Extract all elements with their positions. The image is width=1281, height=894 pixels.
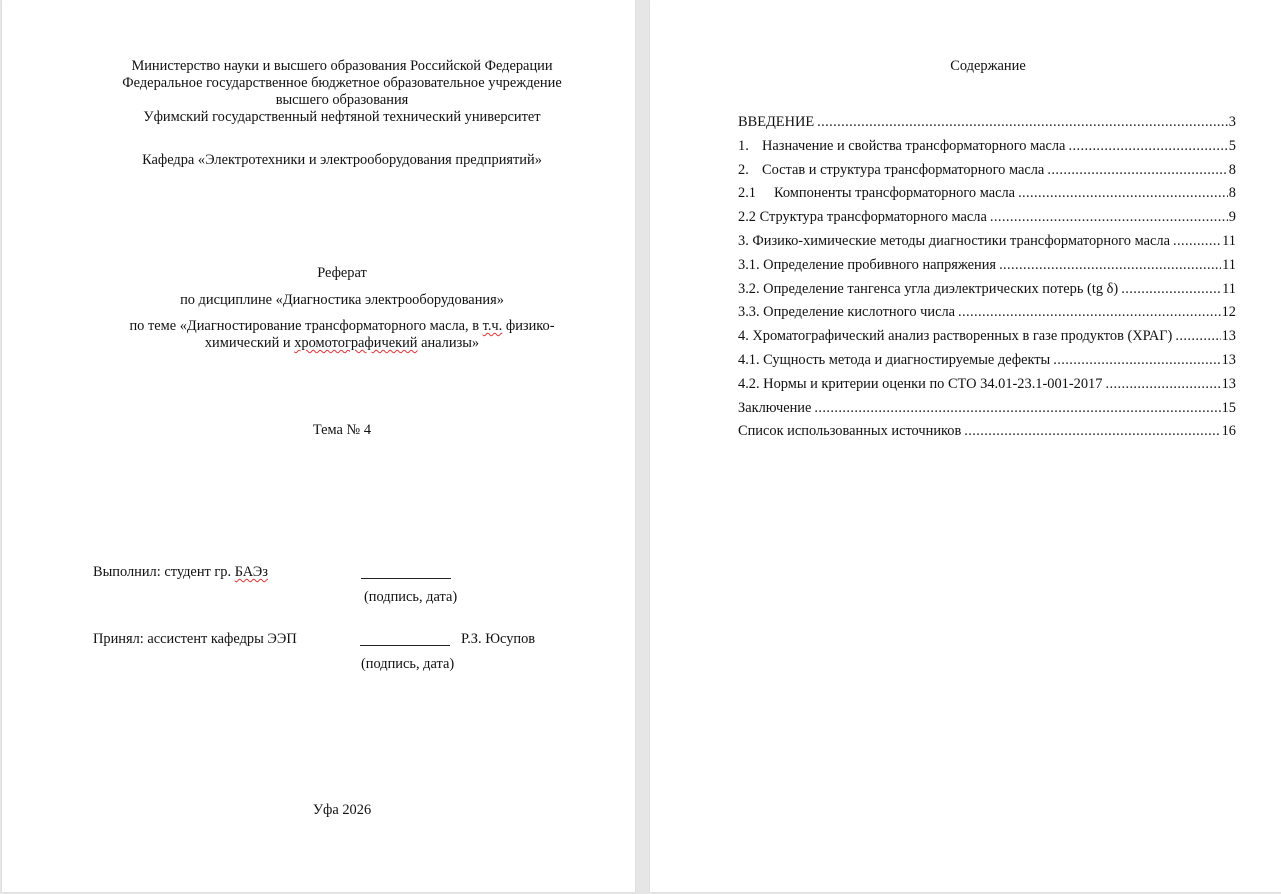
toc-entry[interactable] <box>738 135 1236 159</box>
toc-entry-page: 12 <box>1221 304 1236 321</box>
title-page <box>2 0 635 892</box>
toc-leader-dots <box>1105 373 1220 397</box>
toc-leader-dots <box>1121 278 1221 302</box>
toc-entry[interactable] <box>738 397 1236 421</box>
toc-entry-page: 8 <box>1228 185 1236 202</box>
toc-leader-dots <box>990 206 1228 230</box>
toc-leader-dots <box>817 111 1228 135</box>
topic-text: химический и <box>204 335 295 351</box>
department-name: Кафедра «Электротехники и электрооборудования предприятий» <box>142 152 542 168</box>
toc-entry-number: 2. <box>738 161 749 178</box>
toc-entry[interactable] <box>738 111 1236 135</box>
toc-entry[interactable] <box>738 349 1236 373</box>
toc-entry-label: 4.1. Сущность метода и диагностируемые дефекты <box>738 351 1051 368</box>
toc-entry[interactable] <box>738 420 1236 444</box>
toc-entry-page: 11 <box>1222 256 1236 273</box>
toc-entry[interactable] <box>738 159 1236 183</box>
toc-entry-page: 11 <box>1222 232 1236 249</box>
toc-entry-page: 13 <box>1221 351 1236 368</box>
toc-entry[interactable] <box>738 325 1236 349</box>
contents-heading: Содержание <box>950 58 1026 74</box>
performed-by-label <box>93 564 268 581</box>
toc-entry-label: 4.2. Нормы и критерии оценки по СТО 34.01-23.1-001-2017 <box>738 375 1103 392</box>
header-line: Уфимский государственный нефтяной технический университет <box>143 109 541 125</box>
signature-line-assistant <box>360 631 450 651</box>
toc-entry-label: 3.3. Определение кислотного числа <box>738 304 956 321</box>
toc-entry-page: 13 <box>1221 328 1236 345</box>
toc-entry-label: Состав и структура трансформаторного масла <box>762 161 1045 178</box>
header-line: высшего образования <box>275 92 409 108</box>
toc-entry-label: 3.1. Определение пробивного напряжения <box>738 256 997 273</box>
toc-entry[interactable] <box>738 301 1236 325</box>
toc-entry[interactable] <box>738 182 1236 206</box>
signature-caption: (подпись, дата) <box>361 656 455 672</box>
toc-entry-page: 15 <box>1221 399 1236 416</box>
header-line: Федеральное государственное бюджетное образовательное учреждение <box>122 75 562 91</box>
toc-entry-label: Список использованных источников <box>738 423 962 440</box>
performed-by-text: Выполнил: студент гр. <box>93 564 235 580</box>
institution-header <box>2 58 682 126</box>
toc-leader-dots <box>1068 135 1227 159</box>
accepted-by-name: Р.З. Юсупов <box>461 631 536 647</box>
toc-entry-label: 4. Хроматографический анализ растворенных в газе продуктов (ХРАГ) <box>738 328 1173 345</box>
toc-entry[interactable] <box>738 230 1236 254</box>
topic-line-2 <box>2 335 682 352</box>
toc-entry-label: Компоненты трансформаторного масла <box>774 185 1016 202</box>
toc-leader-dots <box>964 420 1220 444</box>
header-line: Министерство науки и высшего образования Российской Федерации <box>131 58 553 74</box>
toc-leader-dots <box>814 397 1220 421</box>
topic-text: физико- <box>502 318 555 334</box>
toc-leader-dots <box>1047 159 1227 183</box>
theme-number: Тема № 4 <box>312 422 372 438</box>
toc-entry-page: 16 <box>1221 423 1236 440</box>
contents-page <box>650 0 1281 892</box>
topic-text: анализы» <box>417 335 480 351</box>
table-of-contents <box>738 111 1236 444</box>
toc-leader-dots <box>1175 325 1220 349</box>
toc-entry-label: ВВЕДЕНИЕ <box>738 114 815 130</box>
signature-caption: (подпись, дата) <box>364 589 458 605</box>
city-year: Уфа 2026 <box>312 802 372 818</box>
toc-entry-number: 2.1 <box>738 185 756 202</box>
accepted-by-label: Принял: ассистент кафедры ЭЭП <box>93 631 297 647</box>
toc-entry-page: 13 <box>1221 375 1236 392</box>
discipline-line: по дисциплине «Диагностика электрооборудования» <box>180 292 504 308</box>
signature-line-student <box>361 564 451 584</box>
spelling-flagged-word[interactable]: хромотографичекий <box>294 335 418 351</box>
topic-text: по теме «Диагностирование трансформаторного масла, в <box>129 318 483 334</box>
spelling-flagged-word[interactable]: т.ч. <box>482 318 503 334</box>
toc-entry-label: Назначение и свойства трансформаторного масла <box>762 137 1066 154</box>
toc-entry-page: 11 <box>1222 280 1236 297</box>
toc-entry-page: 5 <box>1228 137 1236 154</box>
toc-entry-page: 3 <box>1228 114 1236 130</box>
toc-entry[interactable] <box>738 206 1236 230</box>
document-type: Реферат <box>317 265 367 281</box>
spelling-flagged-word[interactable]: БАЭз <box>234 564 268 580</box>
toc-entry-number: 1. <box>738 137 749 154</box>
toc-leader-dots <box>999 254 1221 278</box>
toc-entry[interactable] <box>738 373 1236 397</box>
toc-leader-dots <box>958 301 1221 325</box>
toc-leader-dots <box>1053 349 1220 373</box>
topic-line-1 <box>2 318 682 335</box>
toc-leader-dots <box>1018 182 1228 206</box>
toc-entry-page: 8 <box>1228 161 1236 178</box>
toc-leader-dots <box>1173 230 1221 254</box>
toc-entry[interactable] <box>738 254 1236 278</box>
toc-entry-label: 2.2 Структура трансформаторного масла <box>738 209 987 226</box>
toc-entry-label: 3.2. Определение тангенса угла диэлектрических потерь (tg δ) <box>738 280 1119 297</box>
toc-entry-page: 9 <box>1228 209 1236 226</box>
toc-entry-label: 3. Физико-химические методы диагностики трансформаторного масла <box>738 232 1170 249</box>
toc-entry[interactable] <box>738 278 1236 302</box>
toc-entry-label: Заключение <box>738 399 812 416</box>
